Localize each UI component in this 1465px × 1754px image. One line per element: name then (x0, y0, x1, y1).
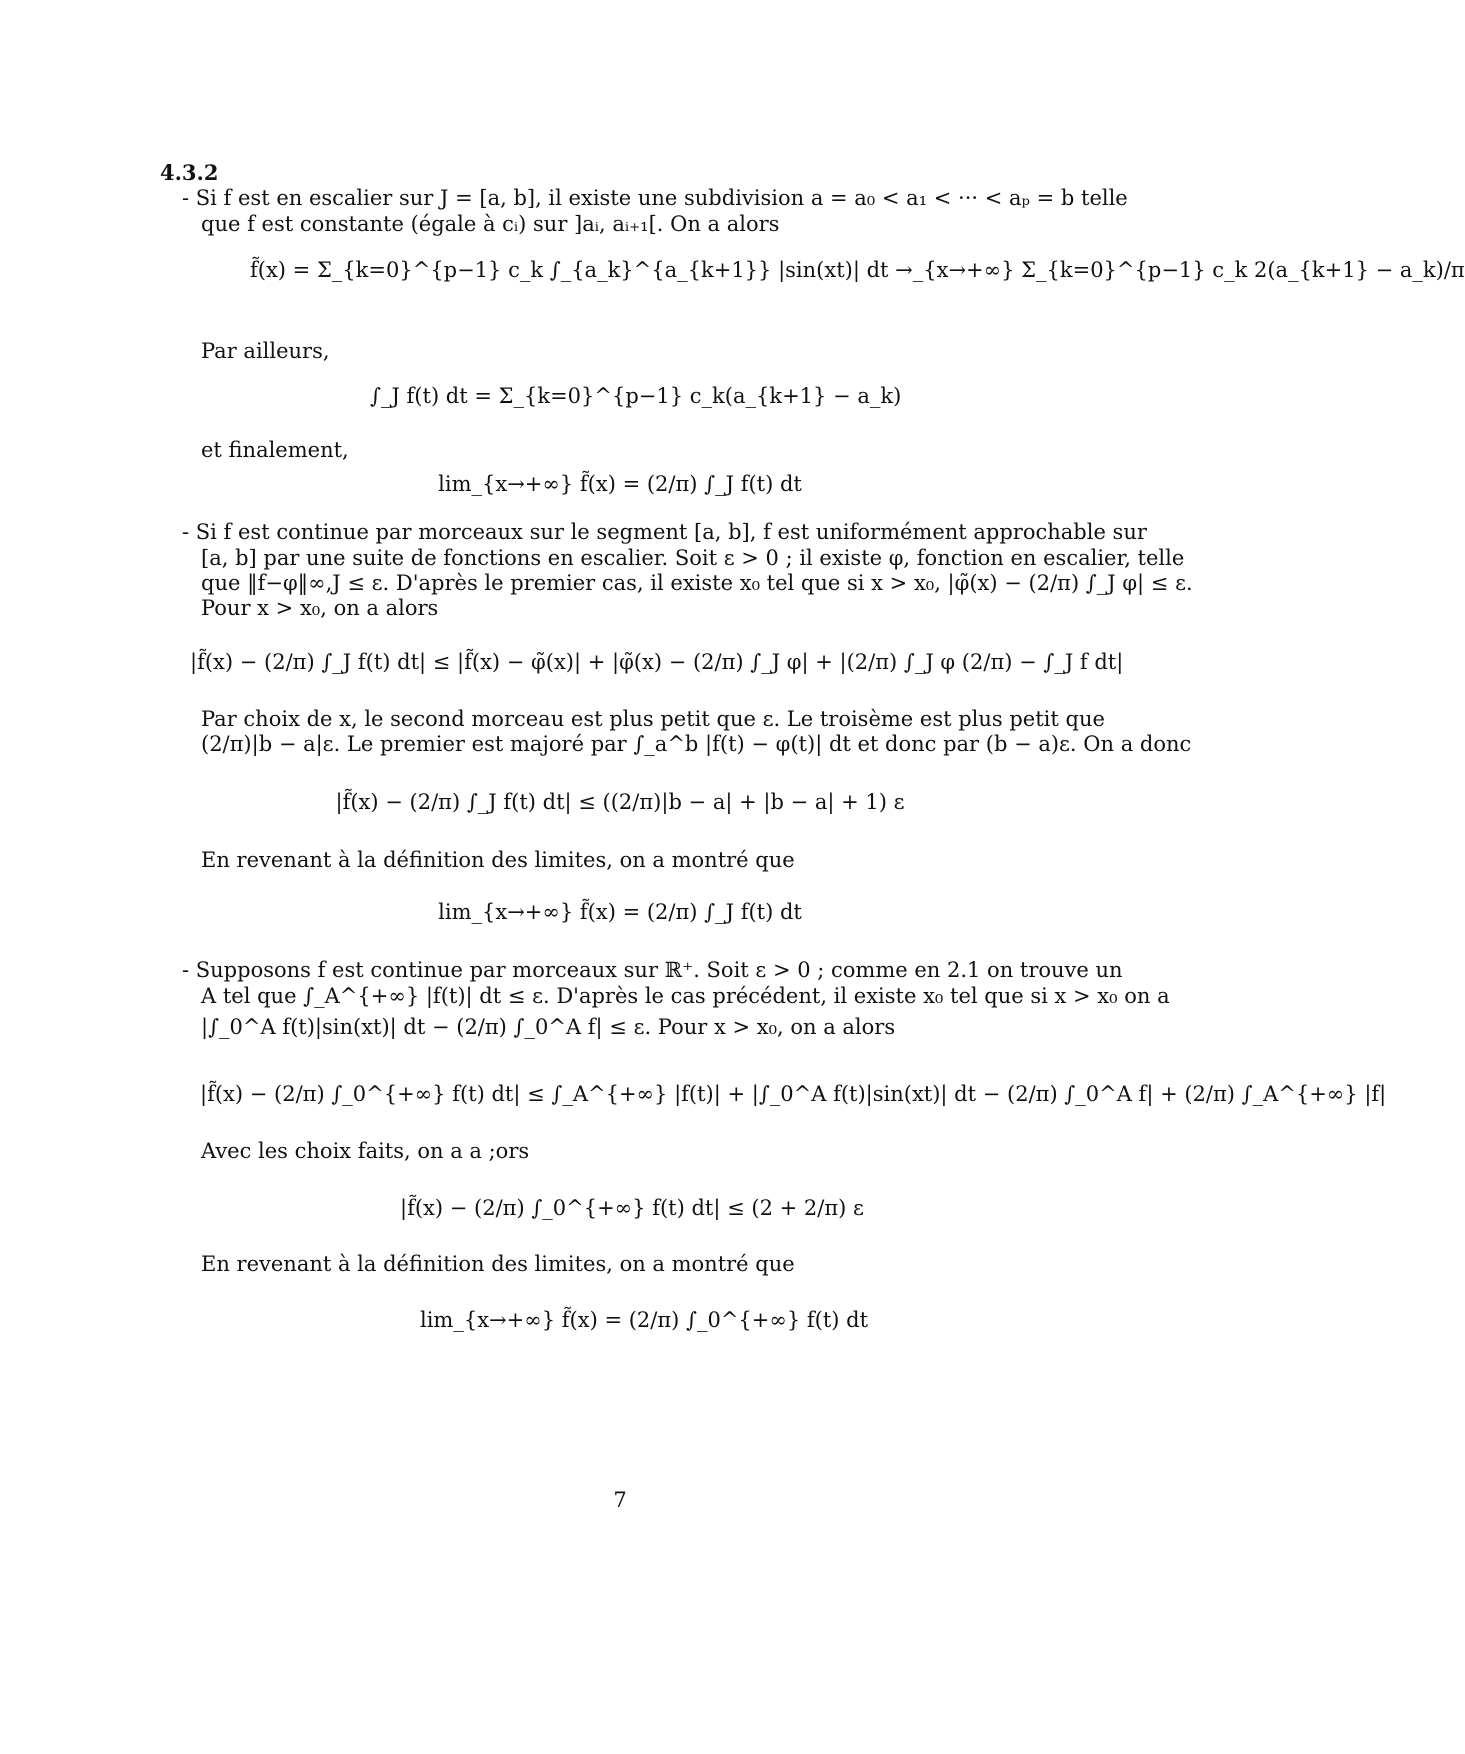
paragraph-line: - Si f est en escalier sur J = [a, b], il existe une subdivision a = a₀ < a₁ < ··· < aₚ = b telle (182, 186, 1128, 210)
equation-display: lim_{x→+∞} f̃(x) = (2/π) ∫_J f(t) dt (438, 900, 802, 924)
paragraph-line: En revenant à la définition des limites, on a montré que (201, 1252, 795, 1276)
equation-display: lim_{x→+∞} f̃(x) = (2/π) ∫_J f(t) dt (438, 472, 802, 496)
equation-display: |f̃(x) − (2/π) ∫_0^{+∞} f(t) dt| ≤ (2 + 2/π) ε (400, 1196, 864, 1220)
paragraph-line: (2/π)|b − a|ε. Le premier est majoré par ∫_a^b |f(t) − φ(t)| dt et donc par (b − a)ε. On a donc (201, 732, 1192, 756)
paragraph-line: que f est constante (égale à cᵢ) sur ]aᵢ, aᵢ₊₁[. On a alors (201, 212, 780, 236)
paragraph-line: Pour x > x₀, on a alors (201, 596, 439, 620)
paragraph-line: En revenant à la définition des limites, on a montré que (201, 848, 795, 872)
paragraph-line: et finalement, (201, 438, 349, 462)
page-number: 7 (613, 1488, 627, 1512)
paragraph-line: Par choix de x, le second morceau est plus petit que ε. Le troisème est plus petit que (201, 707, 1105, 731)
equation-display: ∫_J f(t) dt = Σ_{k=0}^{p−1} c_k(a_{k+1} − a_k) (370, 384, 902, 408)
paragraph-line: Par ailleurs, (201, 339, 330, 363)
paragraph-line: - Supposons f est continue par morceaux sur ℝ⁺. Soit ε > 0 ; comme en 2.1 on trouve un (182, 958, 1123, 982)
equation-display: |f̃(x) − (2/π) ∫_J f(t) dt| ≤ ((2/π)|b − a| + |b − a| + 1) ε (335, 790, 905, 814)
section-heading: 4.3.2 (160, 160, 219, 185)
equation-display: lim_{x→+∞} f̃(x) = (2/π) ∫_0^{+∞} f(t) dt (420, 1308, 869, 1332)
paragraph-line: que ‖f−φ‖∞,J ≤ ε. D'après le premier cas, il existe x₀ tel que si x > x₀, |φ̃(x) − (2/π) ∫_J φ| ≤ ε. (201, 571, 1193, 595)
paragraph-line: [a, b] par une suite de fonctions en escalier. Soit ε > 0 ; il existe φ, fonction en escalier, telle (201, 546, 1185, 570)
equation-display: f̃(x) = Σ_{k=0}^{p−1} c_k ∫_{a_k}^{a_{k+1}} |sin(xt)| dt →_{x→+∞} Σ_{k=0}^{p−1} c_k 2(a_{k+1} − a_k)/π (250, 258, 1465, 282)
equation-display: |f̃(x) − (2/π) ∫_0^{+∞} f(t) dt| ≤ ∫_A^{+∞} |f(t)| + |∫_0^A f(t)|sin(xt)| dt − (2/π) ∫_0^A f| + (2/π) ∫_A^{+∞} |f| (200, 1082, 1387, 1106)
paragraph-line: - Si f est continue par morceaux sur le segment [a, b], f est uniformément approchable sur (182, 520, 1147, 544)
paragraph-line: A tel que ∫_A^{+∞} |f(t)| dt ≤ ε. D'après le cas précédent, il existe x₀ tel que si x > x₀ on a (201, 984, 1170, 1008)
equation-display: |f̃(x) − (2/π) ∫_J f(t) dt| ≤ |f̃(x) − φ̃(x)| + |φ̃(x) − (2/π) ∫_J φ| + |(2/π) ∫_J φ (2/π) − ∫_J f dt| (190, 650, 1124, 674)
paragraph-line: Avec les choix faits, on a a ;ors (201, 1139, 530, 1163)
paragraph-line: |∫_0^A f(t)|sin(xt)| dt − (2/π) ∫_0^A f| ≤ ε. Pour x > x₀, on a alors (201, 1015, 896, 1039)
